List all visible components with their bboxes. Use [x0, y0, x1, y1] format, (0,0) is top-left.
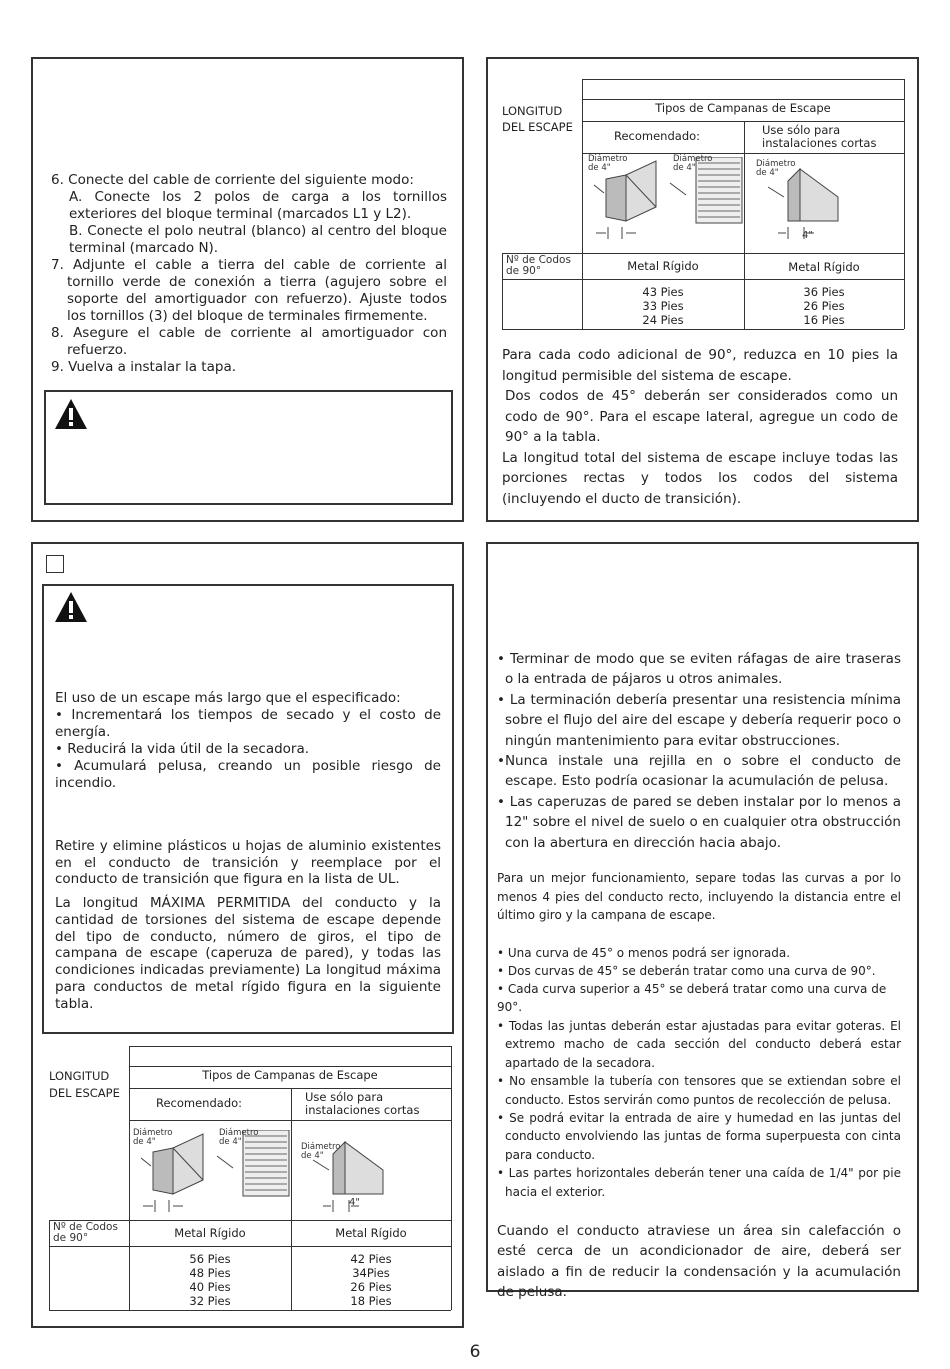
- table-top-codos-label: Nº de Codos de 90°: [506, 254, 571, 277]
- table-top: [502, 77, 906, 331]
- diam-label-2: Diámetro de 4": [673, 154, 713, 173]
- table-top-recommended: Recomendado:: [614, 129, 701, 143]
- panel-termination-guidelines: [486, 542, 919, 1301]
- top-col1-row2: 33 Pies: [642, 299, 684, 313]
- bullet-resistance: • La terminación debería presentar una resistencia mínima sobre el flujo del aire del escape y debería requerir poco o ningún mantenimiento para evitar obstrucciones.: [497, 691, 901, 749]
- table-top-rigid-2: Metal Rígido: [788, 260, 860, 274]
- warning-bullet-1: • Incrementará los tiempos de secado y el costo de energía.: [55, 707, 441, 740]
- table-bottom-short-only: Use sólo para instalaciones cortas: [305, 1090, 420, 1117]
- bottom-col2-row1: 42 Pies: [350, 1252, 392, 1266]
- bottom-col1-row2: 48 Pies: [189, 1266, 231, 1280]
- termination-bullets: [497, 649, 901, 853]
- table-bottom-rigid-1: Metal Rígido: [174, 1226, 246, 1240]
- dim-label-bottom: 4": [349, 1197, 360, 1208]
- table-top-rigid-1: Metal Rígido: [627, 259, 699, 273]
- bottom-col2-row4: 18 Pies: [350, 1294, 392, 1308]
- top-col2-row2: 26 Pies: [803, 299, 845, 313]
- bottom-col2-row2: 34Pies: [352, 1266, 390, 1280]
- bullet-two-curves: • Dos curvas de 45° se deberán tratar como una curva de 90°.: [497, 964, 876, 978]
- table-bottom-col2: [291, 1252, 451, 1308]
- diam-label-5: Diámetro de 4": [219, 1128, 259, 1147]
- step-8: 8. Asegure el cable de corriente al amortiguador con refuerzo.: [51, 325, 447, 358]
- paragraph-curve-spacing: Para un mejor funcionamiento, separe todas las curvas a por lo menos 4 pies del conducto recto, incluyendo la distancia entre el último giro y la campana de escape.: [497, 871, 901, 922]
- warning-longer-exhaust: [55, 690, 441, 792]
- bullet-tape: • Se podrá evitar la entrada de aire y humedad en las juntas del conducto envolviendo las juntas de forma superpuesta con cinta para conducto.: [497, 1111, 901, 1162]
- top-col2-row3: 16 Pies: [803, 313, 845, 327]
- panel-electrical-steps: [31, 57, 464, 522]
- warning-intro: El uso de un escape más largo que el especificado:: [55, 690, 401, 706]
- table-bottom: [49, 1044, 453, 1314]
- note-total-length: La longitud total del sistema de escape incluye todas las porciones rectas y todos los codos del sistema (incluyendo el ducto de transición).: [502, 449, 898, 507]
- step-6: 6. Conecte del cable de corriente del siguiente modo:: [51, 172, 414, 188]
- diam-label-4: Diámetro de 4": [133, 1128, 173, 1147]
- bottom-col1-row1: 56 Pies: [189, 1252, 231, 1266]
- panel-exhaust-warning: [31, 542, 464, 1328]
- bullet-no-screen: •Nunca instale una rejilla en o sobre el conducto de escape. Esto podría ocasionar la acumulación de pelusa.: [497, 753, 901, 790]
- panel-exhaust-length-top: [486, 57, 919, 522]
- bottom-col2-row3: 26 Pies: [350, 1280, 392, 1294]
- dim-label-top: 4": [802, 230, 813, 241]
- joint-bullets: [497, 1017, 901, 1201]
- bullet-wall-caps: • Las caperuzas de pared se deben instalar por lo menos a 12" sobre el nivel de suelo o en cualquier otra obstrucción con la abertura en dirección hacia abajo.: [497, 793, 901, 851]
- warning-box-top: [44, 390, 453, 505]
- warning-icon-2: [53, 590, 89, 624]
- warning-icon: [53, 397, 89, 431]
- curve-bullets: [497, 944, 901, 1016]
- bottom-col1-row4: 32 Pies: [189, 1294, 231, 1308]
- table-bottom-recommended: Recomendado:: [156, 1096, 243, 1110]
- paragraph-insulation: Cuando el conducto atraviese un área sin calefacción o esté cerca de un acondicionador de aire, deberá ser aislado a fin de reducir la condensación y la acumulación de pelusa.: [497, 1223, 901, 1301]
- table-top-col2: [744, 285, 904, 327]
- step-9: 9. Vuelva a instalar la tapa.: [51, 359, 237, 375]
- top-right-notes: [502, 345, 898, 509]
- table-bottom-rigid-2: Metal Rígido: [335, 1226, 407, 1240]
- top-col1-row1: 43 Pies: [642, 285, 684, 299]
- top-col1-row3: 24 Pies: [642, 313, 684, 327]
- table-top-row-label: LONGITUD DEL ESCAPE: [502, 104, 573, 134]
- warning-bullet-2: • Reducirá la vida útil de la secadora.: [55, 741, 310, 757]
- bullet-no-screws: • No ensamble la tubería con tensores que se extiendan sobre el conducto. Estos servirán como puntos de recolección de pelusa.: [497, 1074, 901, 1107]
- table-bottom-row-label: LONGITUD DEL ESCAPE: [49, 1069, 120, 1100]
- warning-bullet-3: • Acumulará pelusa, creando un posible riesgo de incendio.: [55, 758, 441, 791]
- note-45-elbows: Dos codos de 45° deberán ser considerados como un codo de 90°. Para el escape lateral, agregue un codo de 90° a la tabla.: [505, 388, 898, 445]
- table-top-header: Tipos de Campanas de Escape: [655, 101, 831, 115]
- table-bottom-header: Tipos de Campanas de Escape: [202, 1068, 378, 1082]
- diam-label-1: Diámetro de 4": [588, 154, 628, 173]
- note-elbow-reduction: Para cada codo adicional de 90°, reduzca en 10 pies la longitud permisible del sistema de escape.: [502, 347, 898, 384]
- bullet-backdraft: • Terminar de modo que se eviten ráfagas de aire traseras o la entrada de pájaros u otros animales.: [497, 651, 901, 688]
- table-bottom-codos-label: Nº de Codos de 90°: [53, 1221, 118, 1244]
- diam-label-3: Diámetro de 4": [756, 159, 796, 178]
- diam-label-6: Diámetro de 4": [301, 1142, 341, 1161]
- page-number: 6: [469, 1342, 481, 1362]
- table-bottom-col1: [129, 1252, 291, 1308]
- steps-list: [51, 172, 447, 376]
- paragraph-max-length: La longitud MÁXIMA PERMITIDA del conducto y la cantidad de torsiones del sistema de escape depende del tipo de conducto, número de giros, el tipo de campana de escape (caperuza de pared), y todas las condiciones indicadas previamente) La longitud máxima para conductos de metal rígido figura en la siguiente tabla.: [55, 895, 441, 1012]
- table-top-col1: [582, 285, 744, 327]
- bullet-curve-45: • Una curva de 45° o menos podrá ser ignorada.: [497, 946, 791, 960]
- paragraph-remove-plastics: Retire y elimine plásticos u hojas de aluminio existentes en el conducto de transición y reemplace por el conducto de transición que figura en la lista de UL.: [55, 838, 441, 887]
- checkbox[interactable]: [46, 555, 64, 573]
- top-col2-row1: 36 Pies: [803, 285, 845, 299]
- bullet-curve-over-45: • Cada curva superior a 45° se deberá tratar como una curva de 90°.: [497, 982, 887, 1014]
- step-6b: B. Conecte el polo neutral (blanco) al centro del bloque terminal (marcado N).: [69, 223, 447, 256]
- bullet-slope: • Las partes horizontales deberán tener una caída de 1/4" por pie hacia el exterior.: [497, 1166, 901, 1199]
- step-7: 7. Adjunte el cable a tierra del cable de corriente al tornillo verde de conexión a tierra (agujero sobre el soporte del amortiguador con refuerzo). Ajuste todos los tornillos (3) del bloque de terminales firmemente.: [51, 257, 447, 324]
- step-6a: A. Conecte los 2 polos de carga a los tornillos exteriores del bloque terminal (marcados L1 y L2).: [69, 189, 447, 222]
- warning-box-bottom: [42, 584, 454, 1034]
- bullet-joints: • Todas las juntas deberán estar ajustadas para evitar goteras. El extremo macho de cada sección del conducto deberá estar apartado de la secadora.: [497, 1019, 901, 1070]
- table-top-short-only: Use sólo para instalaciones cortas: [762, 123, 877, 150]
- bottom-col1-row3: 40 Pies: [189, 1280, 231, 1294]
